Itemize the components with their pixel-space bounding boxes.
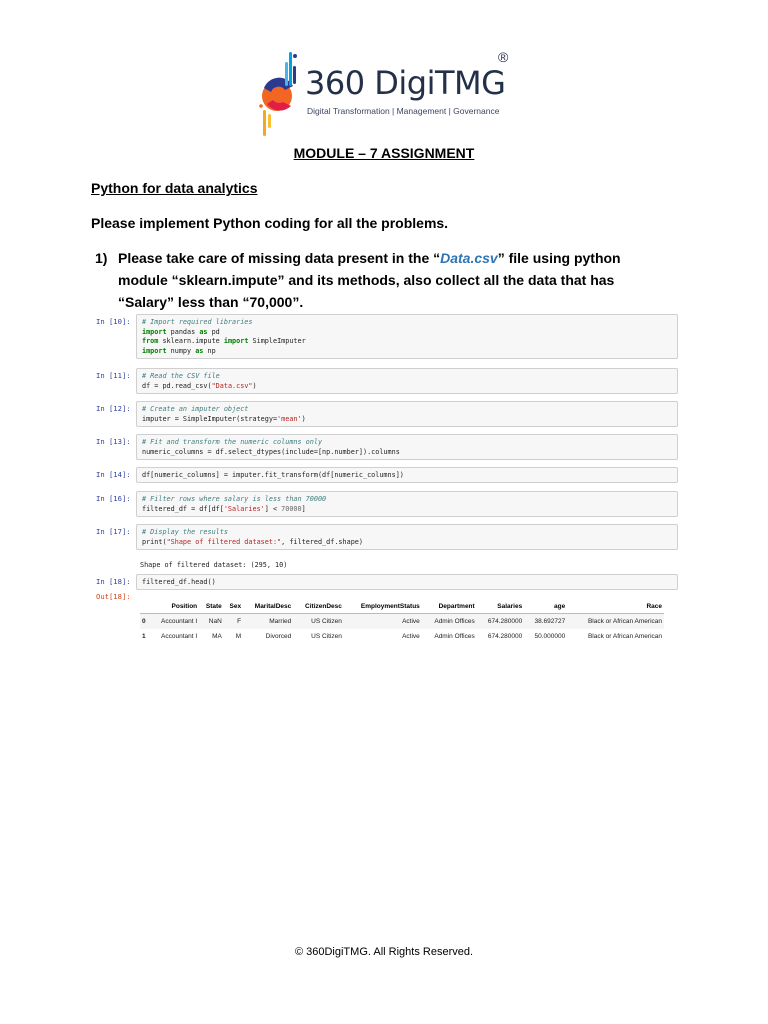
code-token: SimpleImputer: [248, 337, 306, 345]
code-token: "Shape of filtered dataset:": [166, 537, 282, 546]
row-index: 1: [142, 633, 146, 640]
table-cell: Married: [243, 614, 293, 630]
code-token: "Data.csv": [211, 381, 253, 390]
code-token: imputer = SimpleImputer(strategy=: [142, 414, 278, 423]
code-token: # Import required libraries: [142, 318, 253, 326]
code-token: np: [203, 346, 216, 355]
input-prompt: In [14]:: [96, 470, 131, 479]
column-header: EmploymentStatus: [344, 600, 422, 614]
code-token: ): [301, 414, 306, 423]
code-token: as: [195, 346, 204, 355]
table-cell: Active: [344, 614, 422, 630]
code-input[interactable]: [136, 491, 678, 517]
table-header-row: [140, 600, 664, 614]
code-token: # Read the CSV file: [142, 372, 220, 380]
code-token: ]: [301, 504, 306, 513]
table-cell: 674.280000: [477, 614, 525, 630]
code-token: import: [142, 346, 167, 355]
table-cell: NaN: [199, 614, 224, 630]
input-prompt: In [12]:: [96, 404, 131, 413]
input-prompt: In [10]:: [96, 317, 131, 326]
code-input[interactable]: [136, 524, 678, 550]
code-cell: [92, 399, 682, 427]
code-token: pandas: [166, 327, 200, 336]
question-text: [95, 247, 665, 313]
code-cell: [92, 572, 682, 590]
output-prompt: Out[18]:: [96, 592, 131, 601]
table-row: [140, 614, 664, 630]
table-cell: 50.000000: [534, 633, 566, 640]
code-token: sklearn.impute: [158, 337, 224, 345]
table-body: [140, 614, 664, 645]
table-row: [140, 629, 664, 644]
instruction-text: Please implement Python coding for all the problems.: [91, 215, 449, 231]
code-cell: [92, 366, 682, 394]
code-token: print(: [142, 537, 167, 546]
input-prompt: In [18]:: [96, 577, 131, 586]
logo-tagline: Digital Transformation | Management | Governance: [307, 106, 500, 116]
table-cell: F: [224, 614, 243, 630]
code-token: 'Salaries': [223, 504, 265, 513]
code-input[interactable]: [136, 314, 678, 359]
code-token: pd: [207, 327, 220, 336]
code-token: # Create an imputer object: [142, 405, 249, 413]
input-prompt: In [11]:: [96, 371, 131, 380]
code-token: # Display the results: [142, 528, 228, 536]
table-cell: Black or African American: [567, 614, 664, 630]
column-header: CitizenDesc: [293, 600, 344, 614]
table-cell: Admin Offices: [422, 614, 477, 630]
code-cell: [92, 522, 682, 568]
column-header: Position: [149, 600, 199, 614]
input-prompt: In [16]:: [96, 494, 131, 503]
code-token: # Fit and transform the numeric columns only: [142, 438, 323, 446]
code-input[interactable]: [136, 434, 678, 460]
table-cell: Accountant I: [149, 614, 199, 630]
column-header: age: [524, 600, 567, 614]
table-cell: M: [235, 633, 242, 640]
code-token: from: [142, 337, 159, 345]
code-token: filtered_df = df[df[: [142, 504, 224, 513]
table-cell: 38.692727: [524, 614, 567, 630]
logo-mark-icon: [255, 44, 303, 140]
code-token: df = pd.read_csv(: [142, 381, 212, 390]
section-subtitle: Python for data analytics: [91, 180, 258, 196]
code-cell: [92, 465, 682, 483]
code-token: # Filter rows where salary is less than 70000: [142, 495, 327, 503]
code-input[interactable]: [136, 574, 678, 590]
code-input[interactable]: [136, 368, 678, 394]
code-token: 70000: [281, 504, 302, 513]
row-index: 0: [140, 614, 149, 630]
table-cell: Divorced: [265, 633, 292, 640]
table-cell: Active: [402, 633, 420, 640]
code-token: import: [142, 327, 167, 336]
code-cell: [92, 432, 682, 460]
column-header: State: [199, 600, 224, 614]
column-header: [140, 600, 149, 614]
data-csv-link[interactable]: Data.csv: [440, 250, 498, 266]
registered-mark: ®: [498, 49, 509, 65]
column-header: MaritalDesc: [243, 600, 293, 614]
code-token: 'mean': [277, 414, 302, 423]
cell-output-text: Shape of filtered dataset: (295, 10): [140, 561, 288, 569]
column-header: Sex: [224, 600, 243, 614]
column-header: Department: [422, 600, 477, 614]
table-cell: Admin Offices: [434, 633, 475, 640]
code-cell: [92, 312, 682, 360]
code-input[interactable]: [136, 401, 678, 427]
code-token: numpy: [166, 346, 196, 355]
table-cell: 674.280000: [487, 633, 523, 640]
code-input[interactable]: [136, 467, 678, 483]
code-token: import: [223, 337, 249, 345]
code-token: as: [199, 327, 208, 336]
table-cell: Accountant I: [161, 633, 198, 640]
company-logo: [255, 44, 525, 140]
copyright-footer: © 360DigiTMG. All Rights Reserved.: [294, 946, 474, 958]
input-prompt: In [17]:: [96, 527, 131, 536]
dataframe-output: [140, 600, 664, 644]
table-cell: US Citizen: [311, 633, 342, 640]
code-cell: [92, 489, 682, 517]
question-1: [95, 247, 665, 313]
code-token: numeric_columns = df.select_dtypes(include=[np.number]).columns: [142, 447, 400, 456]
code-token: filtered_df.head(): [142, 578, 216, 586]
question-text-post: ” file using python module “sklearn.impute” and its methods, also collect all the data that has “Salary” less than “70,000”.: [118, 250, 621, 310]
question-text-pre: Please take care of missing data present in the “: [118, 250, 441, 266]
logo-brand-text: 360 DigiTMG: [305, 64, 506, 102]
code-token: df[numeric_columns] = imputer.fit_transform(df[numeric_columns]): [142, 471, 404, 479]
code-token: ] <: [264, 504, 282, 513]
table-cell: MA: [212, 633, 222, 640]
module-heading: MODULE – 7 ASSIGNMENT: [293, 145, 475, 161]
question-number: 1): [95, 250, 108, 266]
column-header: Race: [567, 600, 664, 614]
code-token: ): [252, 381, 257, 390]
table-cell: US Citizen: [293, 614, 344, 630]
column-header: Salaries: [477, 600, 525, 614]
input-prompt: In [13]:: [96, 437, 131, 446]
code-token: , filtered_df.shape): [281, 537, 363, 546]
table-cell: Black or African American: [587, 633, 662, 640]
